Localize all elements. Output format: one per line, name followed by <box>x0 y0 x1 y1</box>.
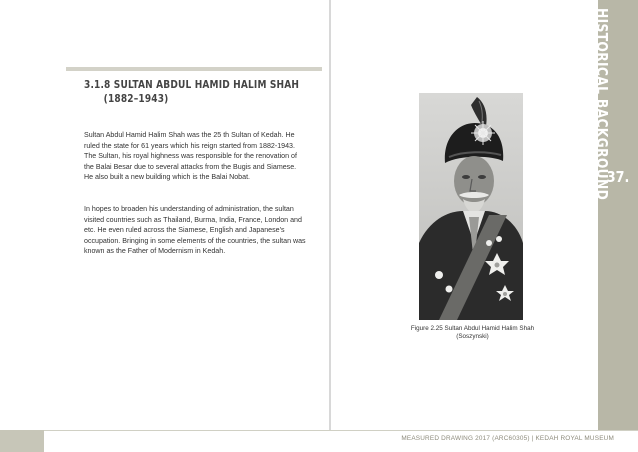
chapter-title-vertical: HISTORICAL BACKGROUND <box>593 8 611 201</box>
page-spine-divider <box>329 0 331 430</box>
page-number: 37. <box>606 168 630 186</box>
paragraph-2: In hopes to broaden his understanding of administration, the sultan visited countries such as Thailand, Burma, India, France, London and etc. He even ruled across the Siamese, English and Japanese's occupation. Bringing in some elements of the countries, the sultan was known as the Father of Modernism in Kedah. <box>84 205 306 256</box>
sultan-portrait-photo <box>419 93 523 320</box>
bottom-corner-tab <box>0 430 44 452</box>
section-title-text: 3.1.8 SULTAN ABDUL HAMID HALIM SHAH <box>84 78 300 91</box>
footer-text: MEASURED DRAWING 2017 (ARC60305) | KEDAH ROYAL MUSEUM <box>401 435 614 442</box>
figure-caption <box>405 325 540 341</box>
top-rule <box>66 67 322 71</box>
section-title <box>84 79 299 105</box>
bottom-rule <box>0 430 638 431</box>
figure-caption-line-2: (Soszynski) <box>456 333 489 340</box>
paragraph-1: Sultan Abdul Hamid Halim Shah was the 25 th Sultan of Kedah. He ruled the state for 61 years which his reign started from 1882-1943. The Sultan, his royal highness was responsible for the renovation of the Balai Besar due to several attacks from the Bugis and Siamese. He also built a new building which is the Balai Nobat. <box>84 131 297 182</box>
figure-caption-line-1: Figure 2.25 Sultan Abdul Hamid Halim Shah <box>410 325 535 332</box>
section-years: (1882–1943) <box>103 92 169 105</box>
